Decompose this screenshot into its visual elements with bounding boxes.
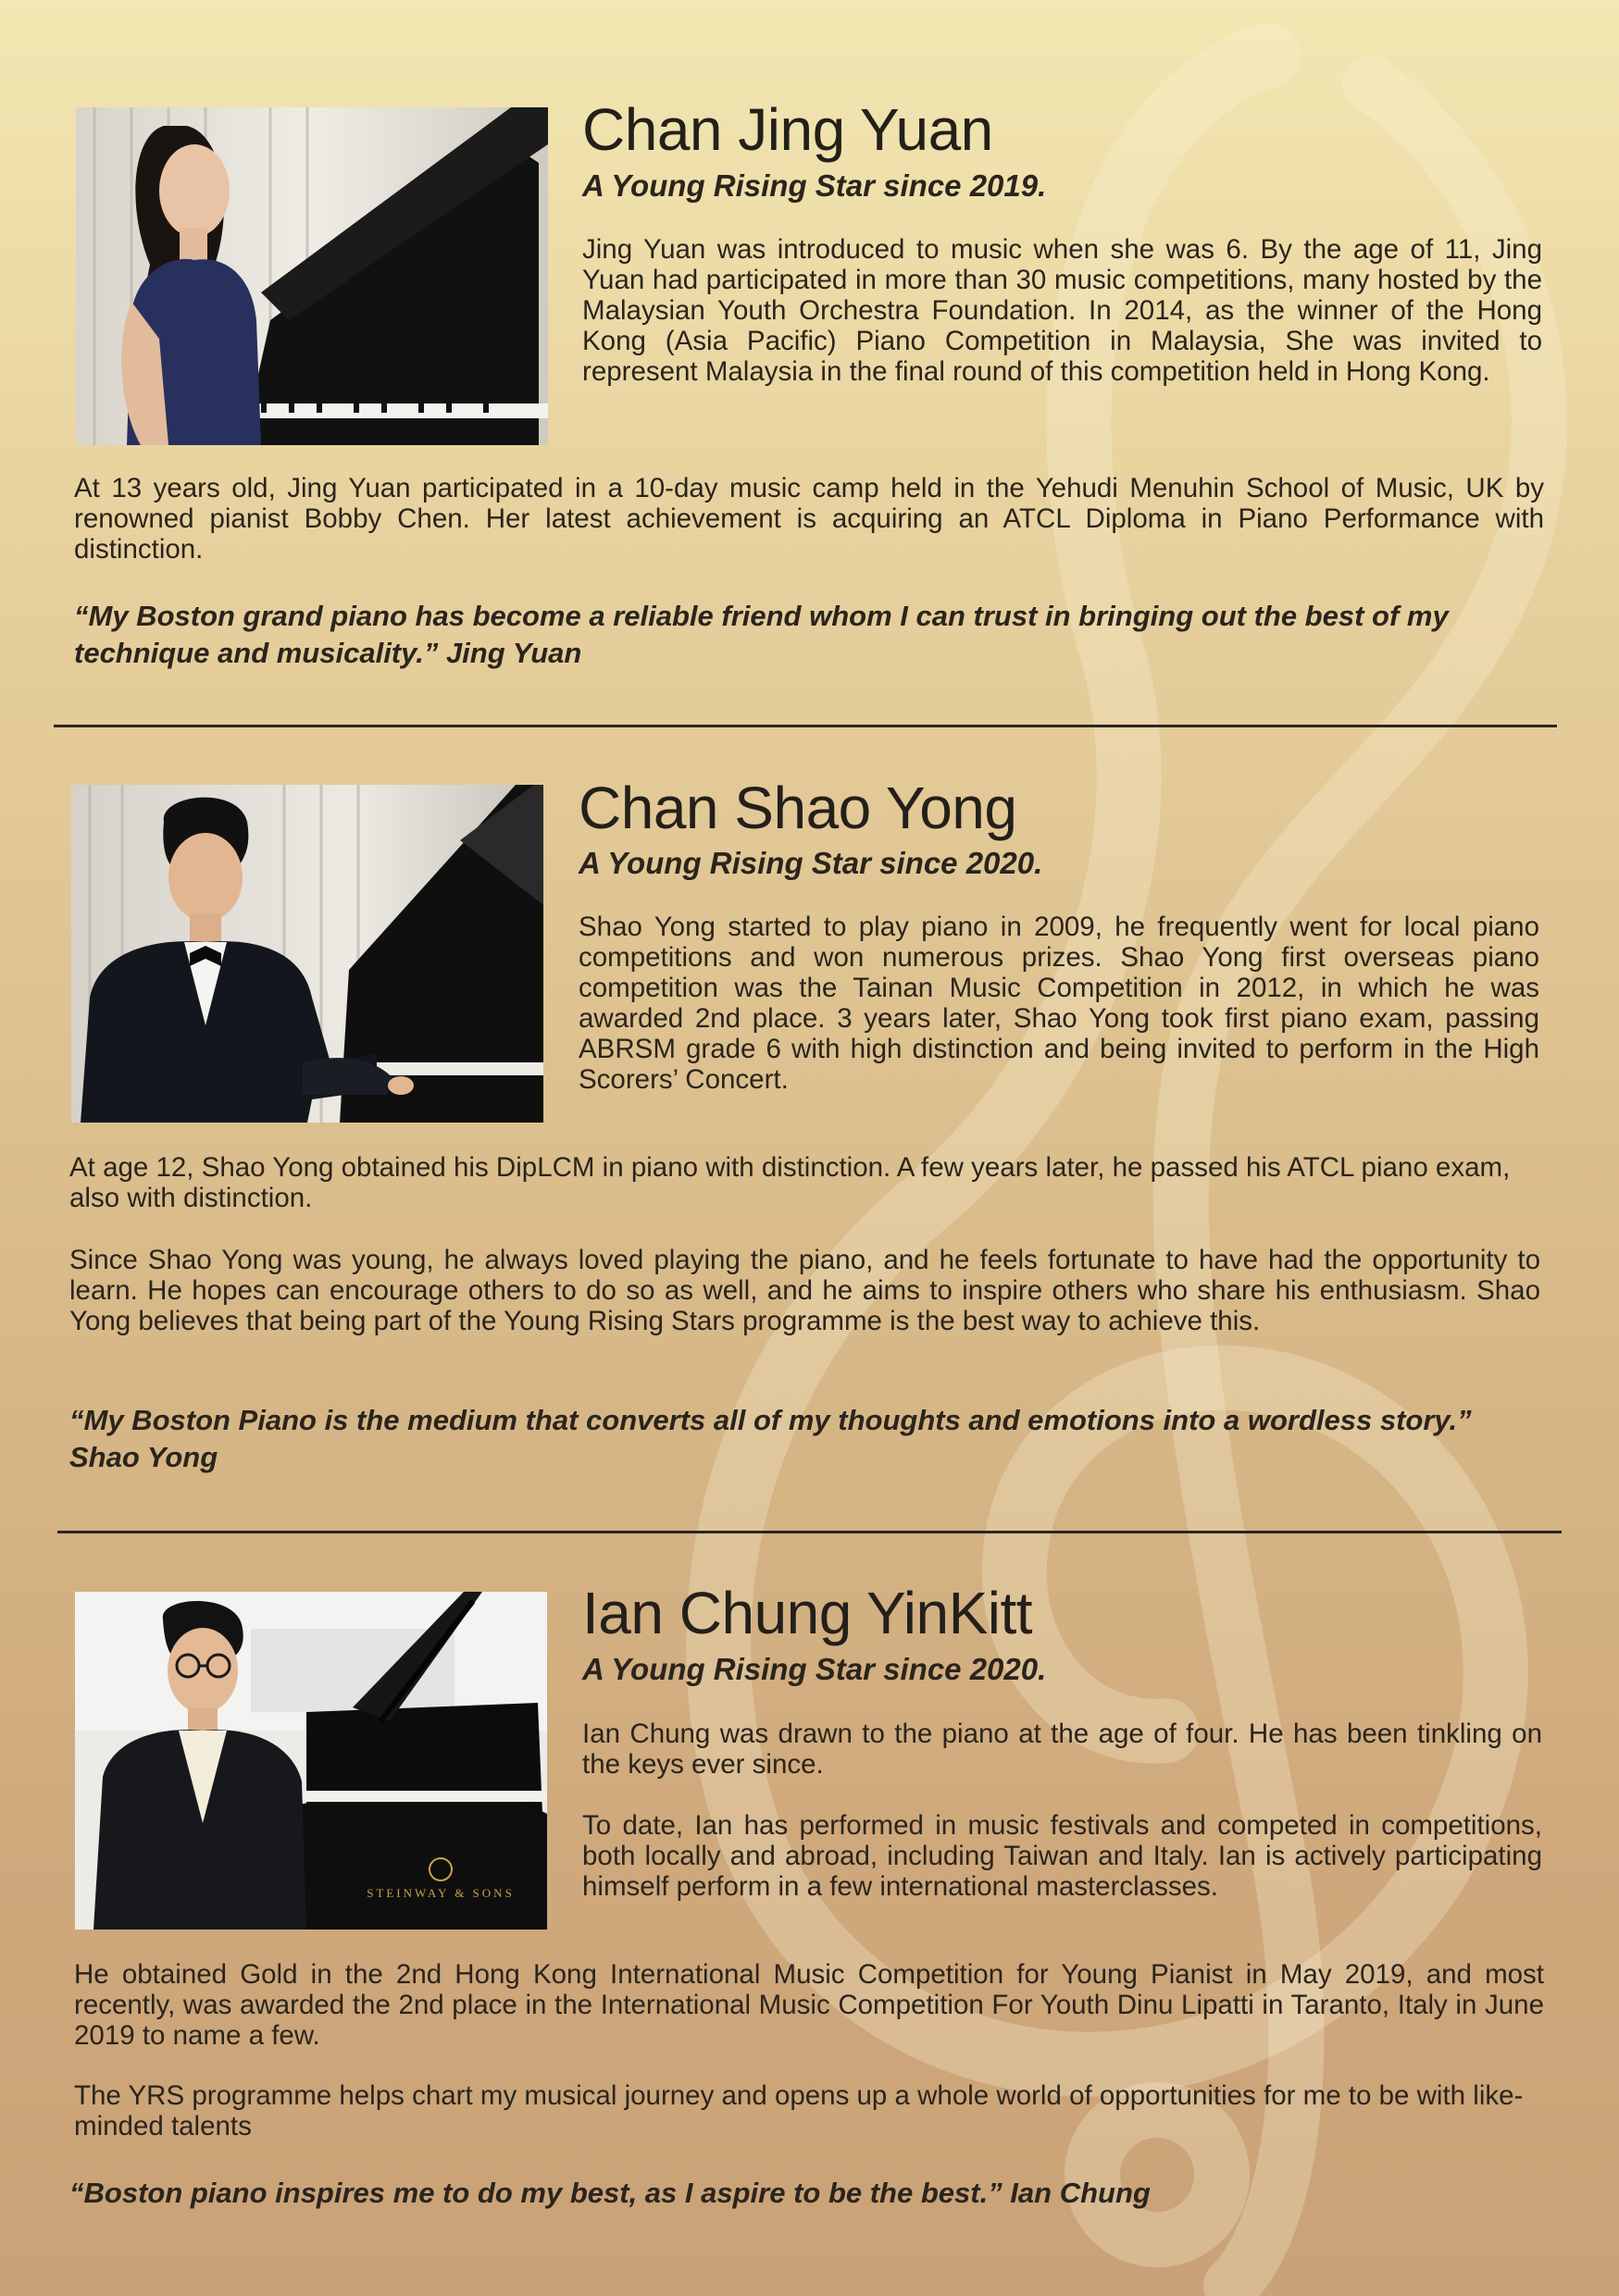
portrait-image bbox=[75, 1592, 547, 1930]
profile-paragraph: He obtained Gold in the 2nd Hong Kong International Music Competition for Young Pianist in May 2019, and most recently, was awarded the 2nd place in the International Music Competition For Youth Dinu Lipatti in Taranto, Italy in June 2019 to name a few. bbox=[74, 1959, 1544, 2051]
profile-quote: “My Boston Piano is the medium that converts all of my thoughts and emotions into a wordless story.” Shao Yong bbox=[69, 1404, 1472, 1473]
portrait-image bbox=[71, 785, 543, 1123]
profile-paragraph-2: The YRS programme helps chart my musical journey and opens up a whole world of opportunities for me to be with like-minded talents bbox=[74, 2080, 1524, 2141]
profile-intro: Shao Yong started to play piano in 2009, he frequently went for local piano competitions and won numerous prizes. Shao Yong first overseas piano competition was the Tainan Music Competition in 2012, in which he was awarded 2nd place. 3 years later, Shao Yong took first piano exam, passing ABRSM grade 6 with high distinction and being invited to perform in the High Scorers’ Concert. bbox=[579, 912, 1539, 1095]
profile-quote: “Boston piano inspires me to do my best, as I aspire to be the best.” Ian Chung bbox=[69, 2177, 1151, 2209]
profile-paragraph: At 13 years old, Jing Yuan participated in a 10-day music camp held in the Yehudi Menuhin School of Music, UK by renowned pianist Bobby Chen. Her latest achievement is acquiring an ATCL Diploma in Piano Performance with distinction. bbox=[74, 473, 1544, 565]
profile-tagline: A Young Rising Star since 2019. bbox=[582, 168, 1047, 203]
profile-tagline: A Young Rising Star since 2020. bbox=[582, 1652, 1047, 1686]
profile-name: Chan Jing Yuan bbox=[582, 96, 993, 163]
profile-tagline: A Young Rising Star since 2020. bbox=[579, 846, 1043, 880]
portrait-image bbox=[76, 107, 548, 445]
profile-paragraph: At age 12, Shao Yong obtained his DipLCM in piano with distinction. A few years later, he passed his ATCL piano exam, also with distinction. bbox=[69, 1152, 1511, 1213]
section-divider bbox=[57, 1531, 1562, 1533]
profile-photo bbox=[71, 785, 543, 1123]
section-divider bbox=[54, 725, 1557, 727]
profile-intro: Jing Yuan was introduced to music when she was 6. By the age of 11, Jing Yuan had participated in more than 30 music competitions, many hosted by the Malaysian Youth Orchestra Foundation. In 2014, as the winner of the Hong Kong (Asia Pacific) Piano Competition in Malaysia, She was invited to represent Malaysia in the final round of this competition held in Hong Kong. bbox=[582, 234, 1542, 387]
profile-name: Chan Shao Yong bbox=[579, 775, 1017, 841]
profile-name: Ian Chung YinKitt bbox=[582, 1580, 1033, 1646]
profile-paragraph-2: Since Shao Yong was young, he always loved playing the piano, and he feels fortunate to have had the opportunity to learn. He hopes can encourage others to do so as well, and he aims to inspire others who share his enthusiasm. Shao Yong believes that being part of the Young Rising Stars programme is the best way to achieve this. bbox=[69, 1245, 1540, 1336]
profile-photo bbox=[75, 1592, 547, 1930]
profile-quote: “My Boston grand piano has become a reliable friend whom I can trust in bringing out the best of my technique and musicality.” Jing Yuan bbox=[74, 600, 1449, 669]
profile-intro-2: To date, Ian has performed in music festivals and competed in competitions, both locally and abroad, including Taiwan and Italy. Ian is actively participating himself perform in a few international masterclasses. bbox=[582, 1810, 1542, 1902]
piano-brand-logo: STEINWAY & SONS bbox=[367, 1886, 515, 1900]
profile-photo bbox=[76, 107, 548, 445]
profile-intro: Ian Chung was drawn to the piano at the age of four. He has been tinkling on the keys ever since. bbox=[582, 1719, 1542, 1780]
